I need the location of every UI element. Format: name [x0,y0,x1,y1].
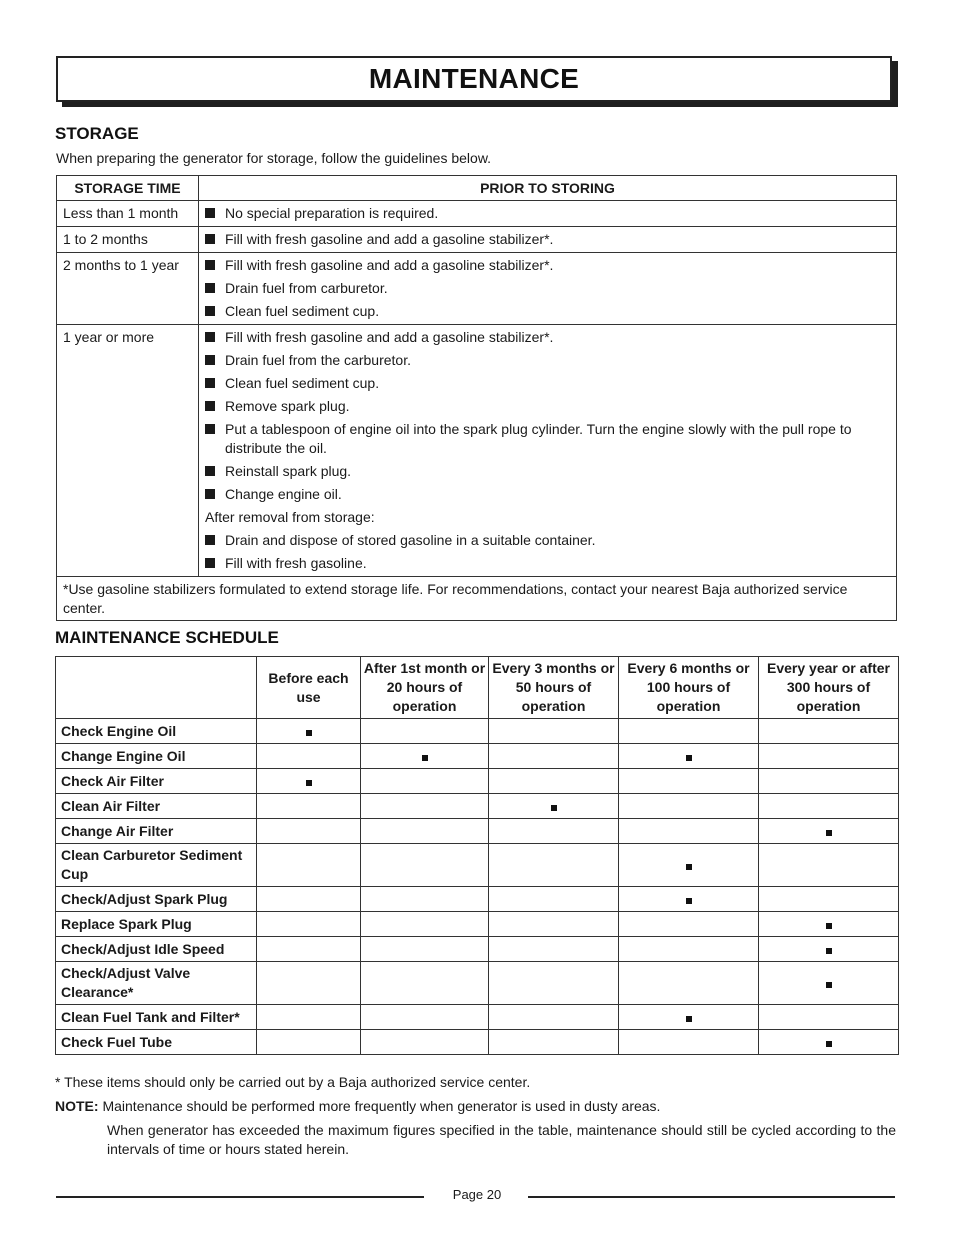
checkmark-square-icon [306,780,312,786]
interval-cell [257,844,361,887]
interval-cell [489,1030,619,1055]
interval-cell [361,744,489,769]
interval-cell [257,769,361,794]
square-bullet-icon [205,466,215,476]
interval-cell [489,937,619,962]
storage-step-text: Reinstall spark plug. [225,463,352,479]
schedule-row [56,912,899,937]
square-bullet-icon [205,260,215,270]
storage-steps-cell [199,201,897,227]
interval-cell [361,844,489,887]
storage-step [205,351,890,370]
interval-cell [257,887,361,912]
schedule-row [56,1030,899,1055]
interval-cell [619,887,759,912]
interval-cell [489,819,619,844]
task-cell: Check Air Filter [56,769,257,794]
storage-step [205,531,890,550]
storage-time-header: STORAGE TIME [57,176,199,201]
storage-steps-cell [199,325,897,577]
interval-cell [759,769,899,794]
checkmark-square-icon [686,898,692,904]
interval-cell [361,887,489,912]
interval-header: Before each use [257,657,361,719]
square-bullet-icon [205,332,215,342]
prior-to-storing-header: PRIOR TO STORING [199,176,897,201]
storage-footnote: *Use gasoline stabilizers formulated to extend storage life. For recommendations, contact your nearest Baja authorized service center. [57,577,897,621]
interval-cell [619,744,759,769]
task-cell: Check/Adjust Idle Speed [56,937,257,962]
task-header [56,657,257,719]
storage-subheading: After removal from storage: [205,509,375,525]
interval-cell [489,719,619,744]
interval-cell [361,912,489,937]
interval-cell [257,1005,361,1030]
storage-table [56,175,897,621]
interval-cell [619,719,759,744]
note-text: Maintenance should be performed more frequently when generator is used in dusty areas. [102,1098,661,1114]
square-bullet-icon [205,208,215,218]
title-banner [56,56,892,102]
interval-cell [361,819,489,844]
storage-time-cell: 2 months to 1 year [57,253,199,325]
storage-time-cell: Less than 1 month [57,201,199,227]
schedule-row [56,769,899,794]
checkmark-square-icon [826,1041,832,1047]
interval-cell [361,769,489,794]
storage-step [205,230,890,249]
storage-steps-cell [199,253,897,325]
schedule-row [56,962,899,1005]
interval-cell [759,794,899,819]
storage-step-text: Clean fuel sediment cup. [225,375,380,391]
note-text-2: When generator has exceeded the maximum figures specified in the table, maintenance should still be cycled according to the intervals of time or hours stated herein. [107,1122,896,1157]
interval-cell [361,719,489,744]
footer-rule-right [528,1196,895,1198]
storage-step-text: Drain fuel from carburetor. [225,280,388,296]
storage-header-row [57,176,897,201]
schedule-header-row [56,657,899,719]
task-cell: Clean Air Filter [56,794,257,819]
interval-cell [257,744,361,769]
storage-footnote-row [57,577,897,621]
square-bullet-icon [205,535,215,545]
storage-row [57,253,897,325]
interval-cell [759,844,899,887]
storage-step [205,485,890,504]
interval-cell [619,819,759,844]
storage-steps-cell [199,227,897,253]
interval-header: After 1st month or 20 hours of operation [361,657,489,719]
interval-cell [257,819,361,844]
schedule-row [56,887,899,912]
checkmark-square-icon [686,864,692,870]
storage-step-text: Fill with fresh gasoline and add a gasoline stabilizer*. [225,329,554,345]
interval-cell [489,744,619,769]
interval-header: Every 6 months or 100 hours of operation [619,657,759,719]
storage-step-text: Drain fuel from the carburetor. [225,352,411,368]
interval-cell [489,962,619,1005]
schedule-row [56,819,899,844]
storage-step-text: Fill with fresh gasoline. [225,555,367,571]
storage-step [205,328,890,347]
note-label: NOTE: [55,1098,99,1114]
storage-step-text: Drain and dispose of stored gasoline in a suitable container. [225,532,596,548]
storage-intro: When preparing the generator for storage, follow the guidelines below. [56,150,492,166]
interval-cell [759,887,899,912]
interval-cell [489,887,619,912]
interval-cell [361,937,489,962]
checkmark-square-icon [826,982,832,988]
interval-cell [759,937,899,962]
interval-cell [257,937,361,962]
storage-heading: STORAGE [55,124,139,143]
square-bullet-icon [205,283,215,293]
interval-cell [759,1030,899,1055]
task-cell: Replace Spark Plug [56,912,257,937]
interval-cell [257,1030,361,1055]
schedule-heading: MAINTENANCE SCHEDULE [55,628,279,647]
interval-cell [619,844,759,887]
storage-step-text: Put a tablespoon of engine oil into the spark plug cylinder. Turn the engine slowly with the pull rope to distribute the oil. [225,421,852,456]
interval-cell [759,912,899,937]
storage-row [57,201,897,227]
square-bullet-icon [205,234,215,244]
storage-step [205,420,890,458]
interval-header: Every 3 months or 50 hours of operation [489,657,619,719]
schedule-row [56,744,899,769]
interval-cell [361,962,489,1005]
interval-cell [619,1030,759,1055]
storage-time-cell: 1 to 2 months [57,227,199,253]
task-cell: Check/Adjust Valve Clearance* [56,962,257,1005]
storage-step-text: No special preparation is required. [225,205,439,221]
square-bullet-icon [205,378,215,388]
page-title: MAINTENANCE [368,63,580,94]
interval-cell [619,769,759,794]
task-cell: Clean Fuel Tank and Filter* [56,1005,257,1030]
task-cell: Check Fuel Tube [56,1030,257,1055]
interval-cell [759,719,899,744]
page-number: Page 20 [452,1187,502,1202]
checkmark-square-icon [826,923,832,929]
square-bullet-icon [205,401,215,411]
note [55,1097,660,1116]
square-bullet-icon [205,424,215,434]
interval-cell [489,844,619,887]
storage-row [57,227,897,253]
storage-step-text: Change engine oil. [225,486,342,502]
storage-step [205,554,890,573]
task-cell: Change Air Filter [56,819,257,844]
schedule-row [56,844,899,887]
interval-cell [489,794,619,819]
interval-cell [619,937,759,962]
schedule-row [56,719,899,744]
task-cell: Change Engine Oil [56,744,257,769]
interval-cell [361,794,489,819]
storage-step [205,374,890,393]
schedule-footnote: * These items should only be carried out by a Baja authorized service center. [55,1074,531,1090]
storage-step-text: Fill with fresh gasoline and add a gasoline stabilizer*. [225,231,554,247]
storage-time-cell: 1 year or more [57,325,199,577]
interval-cell [257,912,361,937]
schedule-row [56,937,899,962]
storage-step [205,204,890,223]
storage-step [205,302,890,321]
interval-cell [619,912,759,937]
schedule-row [56,794,899,819]
interval-cell [759,1005,899,1030]
square-bullet-icon [205,306,215,316]
checkmark-square-icon [686,1016,692,1022]
interval-cell [361,1030,489,1055]
storage-step [205,279,890,298]
interval-cell [257,794,361,819]
interval-cell [489,912,619,937]
storage-step-text: Fill with fresh gasoline and add a gasoline stabilizer*. [225,257,554,273]
interval-cell [759,819,899,844]
interval-cell [361,1005,489,1030]
interval-header: Every year or after 300 hours of operation [759,657,899,719]
interval-cell [759,962,899,1005]
task-cell: Check/Adjust Spark Plug [56,887,257,912]
task-cell: Check Engine Oil [56,719,257,744]
interval-cell [489,769,619,794]
square-bullet-icon [205,558,215,568]
schedule-row [56,1005,899,1030]
storage-step [205,256,890,275]
interval-cell [489,1005,619,1030]
task-cell: Clean Carburetor Sediment Cup [56,844,257,887]
storage-row [57,325,897,577]
interval-cell [759,744,899,769]
storage-step-text: Clean fuel sediment cup. [225,303,380,319]
storage-step [205,397,890,416]
square-bullet-icon [205,355,215,365]
maintenance-schedule-table [55,656,899,1055]
interval-cell [619,962,759,1005]
checkmark-square-icon [826,948,832,954]
interval-cell [257,962,361,1005]
storage-step-text: Remove spark plug. [225,398,350,414]
square-bullet-icon [205,489,215,499]
checkmark-square-icon [551,805,557,811]
checkmark-square-icon [422,755,428,761]
interval-cell [257,719,361,744]
checkmark-square-icon [686,755,692,761]
interval-cell [619,1005,759,1030]
storage-step [205,462,890,481]
checkmark-square-icon [306,730,312,736]
checkmark-square-icon [826,830,832,836]
interval-cell [619,794,759,819]
